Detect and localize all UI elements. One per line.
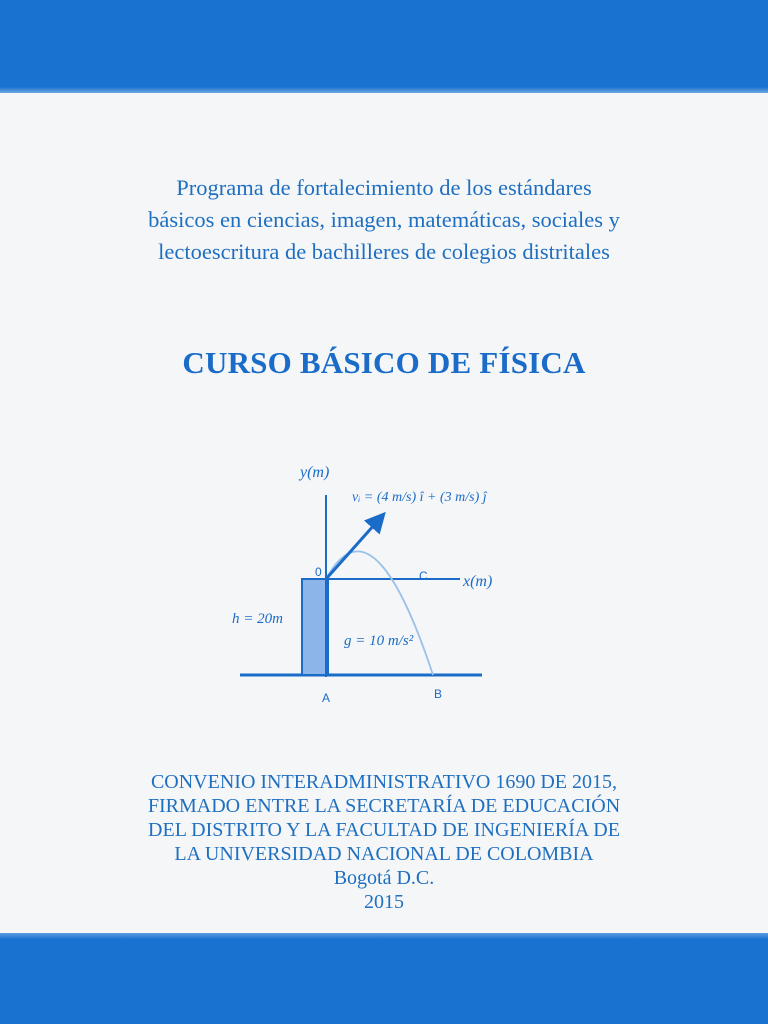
trajectory-curve	[326, 551, 433, 675]
footer-line: CONVENIO INTERADMINISTRATIVO 1690 DE 2015,	[150, 771, 618, 793]
cliff-block	[302, 579, 328, 675]
point-c-label: C	[419, 569, 428, 583]
course-title: CURSO BÁSICO DE FÍSICA	[182, 345, 586, 380]
top-color-band	[0, 0, 768, 93]
point-b-label: B	[434, 687, 443, 701]
bottom-color-band	[0, 933, 768, 1024]
height-label: h = 20m	[232, 611, 283, 627]
point-o-label: 0	[315, 565, 322, 579]
velocity-vector	[326, 515, 383, 579]
footer-line: FIRMADO ENTRE LA SECRETARÍA DE EDUCACIÓN	[147, 795, 621, 817]
y-axis-label: y(m)	[300, 464, 330, 481]
agreement-text	[40, 770, 728, 914]
footer-line: DEL DISTRITO Y LA FACULTAD DE INGENIERÍA DE	[148, 819, 620, 841]
intro-line: Programa de fortalecimiento de los estándares	[176, 175, 592, 200]
gravity-label: g = 10 m/s²	[344, 633, 414, 649]
x-axis-label: x(m)	[463, 573, 493, 590]
projectile-diagram	[220, 455, 540, 715]
footer-line: LA UNIVERSIDAD NACIONAL DE COLOMBIA	[174, 843, 594, 865]
point-a-label: A	[322, 691, 331, 705]
program-description	[60, 172, 708, 268]
intro-line: lectoescritura de bachilleres de colegios distritales	[158, 239, 610, 264]
city-line: Bogotá D.C.	[333, 867, 435, 889]
velocity-label: vᵢ = (4 m/s) î + (3 m/s) ĵ	[352, 490, 487, 505]
intro-line: básicos en ciencias, imagen, matemáticas, sociales y	[148, 207, 620, 232]
year-line: 2015	[364, 891, 404, 913]
